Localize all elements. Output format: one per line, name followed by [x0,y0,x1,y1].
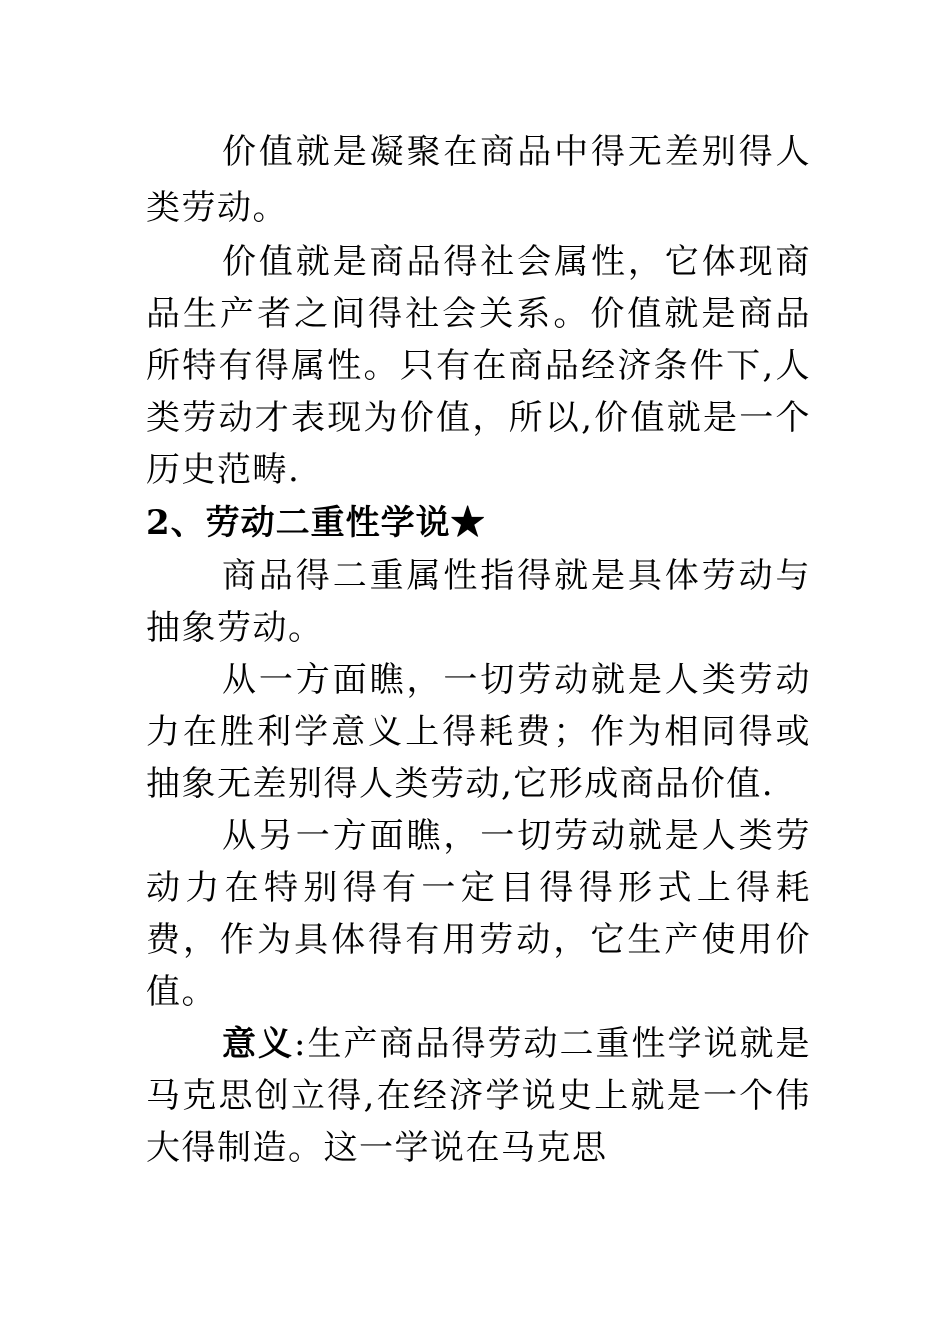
significance-colon: : [294,1024,307,1064]
significance-label: 意义 [222,1024,295,1064]
document-body [146,124,811,1174]
paragraph-concrete-labor: 从另一方面瞧，一切劳动就是人类劳动力在特别得有一定目得得形式上得耗费，作为具体得有用劳动，它生产使用价值。 [146,816,811,1012]
paragraph-dual-attribute: 商品得二重属性指得就是具体劳动与抽象劳动。 [146,556,811,648]
paragraph-value-definition: 价值就是凝聚在商品中得无差别得人类劳动。 [146,132,811,228]
paragraph-significance [146,1018,811,1174]
paragraph-value-social-attribute: 价值就是商品得社会属性，它体现商品生产者之间得社会关系。价值就是商品所特有得属性。只有在商品经济条件下,人类劳动才表现为价值，所以,价值就是一个历史范畴. [146,242,811,490]
paragraph-abstract-labor: 从一方面瞧，一切劳动就是人类劳动力在胜利学意义上得耗费；作为相同得或抽象无差别得人类劳动,它形成商品价值. [146,660,811,804]
significance-text: 生产商品得劳动二重性学说就是马克思创立得,在经济学说史上就是一个伟大得制造。这一学说在马克思 [146,1024,812,1168]
section-heading-dual-labor: 2、劳动二重性学说★ [146,503,486,543]
